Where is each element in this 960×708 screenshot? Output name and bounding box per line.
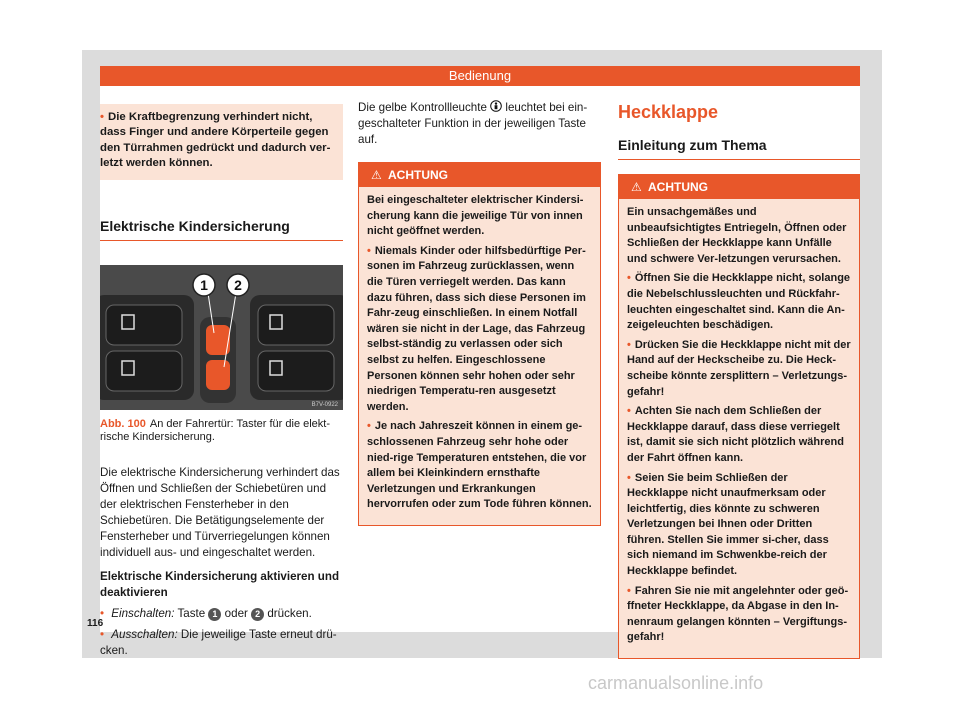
list-item-ausschalten — [100, 627, 343, 659]
warning-title: ACHTUNG — [648, 180, 708, 194]
warning-bullet-2: • Je nach Jahreszeit können in einem ge-schlossenen Fahrzeug sehr hohe oder nied-rige Temperaturen entstehen, die vor allem bei Kleinkindern ernsthafte Verletzungen und Erkrankungen hervorrufen oder zum Tode führen können. — [367, 419, 592, 513]
door-switch-illustration — [100, 265, 343, 410]
door-switch-photo — [100, 265, 343, 410]
warning-body — [619, 199, 859, 658]
warning-header — [359, 163, 600, 187]
li1-mid: oder — [224, 606, 248, 620]
figure-caption-text: An der Fahrertür: Taster für die elekt-rische Kindersicherung. — [100, 417, 331, 444]
warning-paragraph: Ein unsachgemäßes und unbeaufsichtigtes Entriegeln, Öffnen oder Schließen der Heckklappe kann Unfälle und schwere Ver-letzungen verursachen. — [627, 206, 847, 265]
photo-label-1: 1 — [200, 276, 208, 293]
column-left — [100, 104, 343, 659]
warning-box-heckklappe — [618, 174, 860, 659]
warning-body — [359, 187, 600, 525]
watermark: carmanualsonline.info — [588, 673, 764, 693]
li1-label: Einschalten: — [111, 606, 175, 620]
warning-paragraph: Bei eingeschalteter elektrischer Kindersi-cherung kann die jeweilige Tür von innen nicht geöffnet werden. — [367, 194, 584, 238]
column-middle — [358, 100, 601, 526]
indicator-text-post: leuchtet bei ein-geschalteter Funktion in der jeweiligen Taste auf. — [358, 101, 588, 146]
indicator-paragraph — [358, 100, 601, 148]
warning-box — [358, 162, 601, 526]
warning-bullet-1: • Niemals Kinder oder hilfsbedürftige Per-sonen im Fahrzeug zurücklassen, wenn die Türen verriegelt werden. Das kann dazu führen, dass sich diese Personen im Fahr-zeug einschließen. In einem Notfall wären sie nicht in der Lage, das Fahrzeug selbst-ständig zu verlassen oder sich selbst zu helfen. Eingeschlossene Personen können sehr hohen oder sehr niedrigen Temperatu-ren ausgesetzt werden. — [367, 244, 592, 416]
intro-note — [100, 104, 343, 180]
warning-triangle-icon: ⚠ — [371, 168, 382, 182]
warning-bullet-5: • Fahren Sie nie mit angelehnter oder geö-ffneter Heckklappe, da Abgase in den In-nenraum gelangen könnten – Vergiftungs-gefahr! — [627, 584, 851, 646]
subheading: Elektrische Kindersicherung aktivieren und deaktivieren — [100, 569, 340, 599]
section-title: Elektrische Kindersicherung — [100, 218, 343, 241]
intro-bullet: • Die Kraftbegrenzung verhindert nicht, dass Finger und andere Körperteile gegen den Türrahmen gedrückt und dadurch ver-letzt werden können. — [100, 111, 330, 169]
list-item-einschalten — [100, 606, 343, 622]
figure-number: Abb. 100 — [100, 417, 146, 430]
page-number: 116 — [87, 618, 104, 629]
photo-code: B7V-0922 — [311, 401, 338, 408]
warning-title: ACHTUNG — [388, 168, 448, 182]
li2-text: Die jeweilige Taste erneut drü-cken. — [100, 627, 337, 657]
li1-post: drücken. — [267, 606, 312, 620]
li2-label: Ausschalten: — [111, 627, 178, 641]
chapter-heading: Heckklappe — [618, 102, 719, 122]
warning-bullet-3: • Achten Sie nach dem Schließen der Heckklappe darauf, dass diese verriegelt ist, damit sie sich nicht plötzlich während der Fahrt öffnen kann. — [627, 404, 851, 466]
child-lock-icon — [490, 101, 502, 114]
body-paragraph: Die elektrische Kindersicherung verhindert das Öffnen und Schließen der Schiebetüren und der elektrischen Fensterheber in den Schiebetüren. Die Betätigungselemente der Fensterheber und Türverriegelungen können individuell aus- und eingeschaltet werden. — [100, 465, 340, 559]
warning-triangle-icon: ⚠ — [631, 180, 642, 194]
warning-header — [619, 175, 859, 199]
warning-bullet-2: • Drücken Sie die Heckklappe nicht mit der Hand auf der Heckscheibe zu. Die Heck-scheibe könnte zersplittern – Verletzungs-gefahr! — [627, 338, 851, 400]
indicator-text-pre: Die gelbe Kontrollleuchte — [358, 101, 487, 114]
warning-bullet-4: • Seien Sie beim Schließen der Heckklappe nicht unaufmerksam oder leichtfertig, dies könnte zu schweren Verletzungen bei Ihnen oder Dritten führen. Stellen Sie immer si-cher, dass sich niemand im Schwenkbe-reich der Heckklappe befindet. — [627, 471, 851, 580]
photo-label-2: 2 — [234, 276, 242, 293]
section-subheading: Einleitung zum Thema — [618, 137, 860, 160]
figure-caption — [100, 418, 343, 445]
section-header: Bedienung — [100, 66, 860, 86]
number-badge-1: 1 — [208, 608, 221, 621]
warning-bullet-1: • Öffnen Sie die Heckklappe nicht, solange die Nebelschlussleuchten und Rückfahr-leuchten eingeschaltet sind. Kann die An-zeigeleuchten beschädigen. — [627, 271, 851, 333]
li1-pre: Taste — [177, 606, 206, 620]
number-badge-2: 2 — [251, 608, 264, 621]
manual-page — [87, 66, 860, 657]
column-right — [618, 100, 860, 659]
